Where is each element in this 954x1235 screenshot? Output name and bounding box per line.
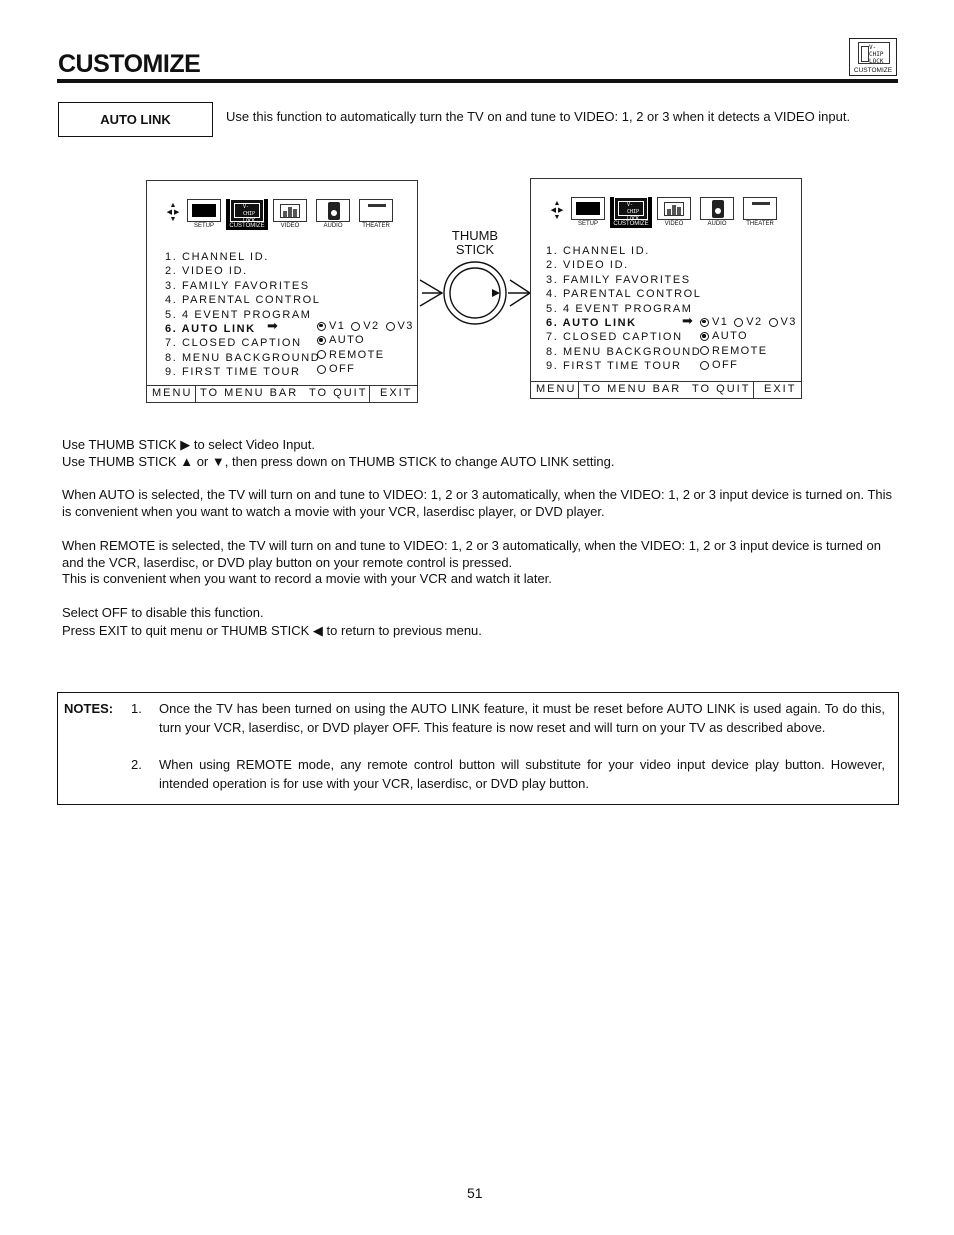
menu-status-bar [147,385,417,402]
menu-icon-bar [163,197,403,230]
note-text: When using REMOTE mode, any remote control button will substitute for your video input device play button. However, intended operation is for use with your VCR, laserdisc, or DVD play button. [159,757,885,791]
menu-item: 3. FAMILY FAVORITES [546,273,691,286]
mode-option-remote: REMOTE [700,344,797,358]
tv-icon [576,202,600,215]
status-menu: MENU [152,387,193,399]
menu-item-selected: 6. AUTO LINK [165,322,256,335]
mode-option-remote: REMOTE [317,348,414,362]
menu-screen-left [146,180,418,403]
speaker-icon [328,202,340,220]
menu-item: 8. MENU BACKGROUND [546,345,702,358]
menu-list [165,250,321,380]
menu-item: 7. CLOSED CAPTION [546,331,683,344]
menu-status-bar [531,381,801,398]
tab-customize: V-CHIP LOCK CUSTOMIZE [610,197,652,228]
title-rule [57,79,898,83]
tab-video: VIDEO [269,199,311,230]
status-exit: EXIT [380,387,413,399]
menu-item: 5. 4 EVENT PROGRAM [546,302,693,315]
tab-setup: SETUP [183,199,225,230]
radio-on-icon [317,336,326,345]
tab-video: VIDEO [653,197,695,228]
tab-theater: THEATER [355,199,397,230]
tab-audio: AUDIO [696,197,738,228]
section-intro: Use this function to automatically turn the TV on and tune to VIDEO: 1, 2 or 3 when it detects a VIDEO input. [226,109,851,124]
notes-box: NOTES: 1. Once the TV has been turned on using the AUTO LINK feature, it must be reset before AUTO LINK is used again. To do this, turn your VCR, laserdisc, or DVD player OFF. This feature is now reset and will turn on your TV as described above. 2. When using REMOTE mode, any remote control button will substitute for your video input device play button. However, intended operation is for use with your VCR, laserdisc, or DVD play button. [57,692,899,805]
radio-off-icon [317,365,326,374]
selection-arrow-icon: ➡ [682,313,693,328]
menu-list [546,244,702,374]
menu-item: 4. PARENTAL CONTROL [546,288,702,301]
selection-arrow-icon: ➡ [267,318,278,333]
auto-mode-paragraph: When AUTO is selected, the TV will turn on and tune to VIDEO: 1, 2 or 3 automatically, when the VIDEO: 1, 2 or 3 input device is turned on. This is convenient when you want to watch a movie with your VCR, laserdisc player, or DVD player. [62,487,893,519]
status-to-menu-bar: TO MENU BAR [583,383,682,395]
status-menu: MENU [536,383,577,395]
thumb-stick-label: THUMB STICK [451,228,499,257]
auto-link-options [700,315,797,373]
tab-theater: THEATER [739,197,781,228]
radio-off-icon [769,318,778,327]
thumb-stick-icon [418,260,533,326]
radio-off-icon [700,346,709,355]
radio-off-icon [700,361,709,370]
vchip-lock-icon [849,38,897,76]
navigation-arrows-icon: ▲ ◀ ▶ ▼ [550,200,564,221]
mode-option-off: OFF [317,362,414,376]
exit-instruction: Press EXIT to quit menu or THUMB STICK ◀ to return to previous menu. [62,623,482,638]
remote-mode-note: This is convenient when you want to record a movie with your VCR and watch it later. [62,571,552,586]
tab-audio: AUDIO [312,199,354,230]
icon-text-line-1: V-CHIP [869,44,884,58]
radio-off-icon [734,318,743,327]
section-label-box: AUTO LINK [58,102,213,137]
status-exit: EXIT [764,383,797,395]
remote-mode-paragraph: When REMOTE is selected, the TV will turn on and tune to VIDEO: 1, 2 or 3 automatically, when the VIDEO: 1, 2 or 3 input device is turned on and the VCR, laserdisc, or DVD play button on your remote control is pressed. [62,538,881,570]
menu-item: 7. CLOSED CAPTION [165,337,302,350]
menu-item: 8. MENU BACKGROUND [165,351,321,364]
picture-bars-icon [664,202,684,216]
instruction-line: Use THUMB STICK ▶ to select Video Input. [62,437,316,452]
theater-icon [368,204,386,216]
speaker-icon [712,200,724,218]
menu-item: 1. CHANNEL ID. [165,251,269,263]
note-text: Once the TV has been turned on using the AUTO LINK feature, it must be reset before AUTO LINK is used again. To do this, turn your VCR, laserdisc, or DVD player OFF. This feature is now reset and will turn on your TV as described above. [159,701,885,735]
menu-item: 2. VIDEO ID. [546,259,629,272]
corner-icon-label: CUSTOMIZE [853,67,893,74]
menu-item: 9. FIRST TIME TOUR [546,360,682,373]
menu-item: 9. FIRST TIME TOUR [165,366,301,379]
menu-item: 2. VIDEO ID. [165,265,248,278]
tab-customize: V-CHIP LOCK CUSTOMIZE [226,199,268,230]
menu-icon-bar [547,195,787,228]
instruction-line: Use THUMB STICK ▲ or ▼, then press down on THUMB STICK to change AUTO LINK setting. [62,454,615,469]
tv-icon [192,204,216,217]
menu-item-selected: 6. AUTO LINK [546,316,637,329]
radio-off-icon [386,322,395,331]
mode-option-off: OFF [700,358,797,372]
menu-item: 4. PARENTAL CONTROL [165,294,321,307]
menu-screen-right [530,178,802,399]
mode-option-auto: AUTO [317,333,414,347]
mode-option-auto: AUTO [700,329,797,343]
page-title: CUSTOMIZE [58,50,201,78]
notes-label: NOTES: [64,701,114,716]
icon-text-line-2: LOCK [869,58,884,65]
status-to-menu-bar: TO MENU BAR [200,387,299,399]
vchip-icon: V-CHIP LOCK [618,201,644,216]
input-options: V1 V2 V3 [317,319,414,333]
radio-off-icon [317,350,326,359]
status-to-quit: TO QUIT [692,383,751,395]
radio-on-icon [700,318,709,327]
radio-off-icon [351,322,360,331]
menu-item: 3. FAMILY FAVORITES [165,279,310,292]
vchip-icon: V-CHIP LOCK [234,203,260,218]
navigation-arrows-icon: ▲ ◀ ▶ ▼ [166,202,180,223]
tab-setup: SETUP [567,197,609,228]
radio-on-icon [700,332,709,341]
auto-link-options [317,319,414,377]
menu-item: 5. 4 EVENT PROGRAM [165,308,312,321]
radio-on-icon [317,322,326,331]
input-options: V1 V2 V3 [700,315,797,329]
picture-bars-icon [280,204,300,218]
status-to-quit: TO QUIT [309,387,368,399]
off-mode-line: Select OFF to disable this function. [62,605,264,620]
menu-item: 1. CHANNEL ID. [546,245,650,257]
page-number: 51 [467,1185,483,1201]
theater-icon [752,202,770,214]
